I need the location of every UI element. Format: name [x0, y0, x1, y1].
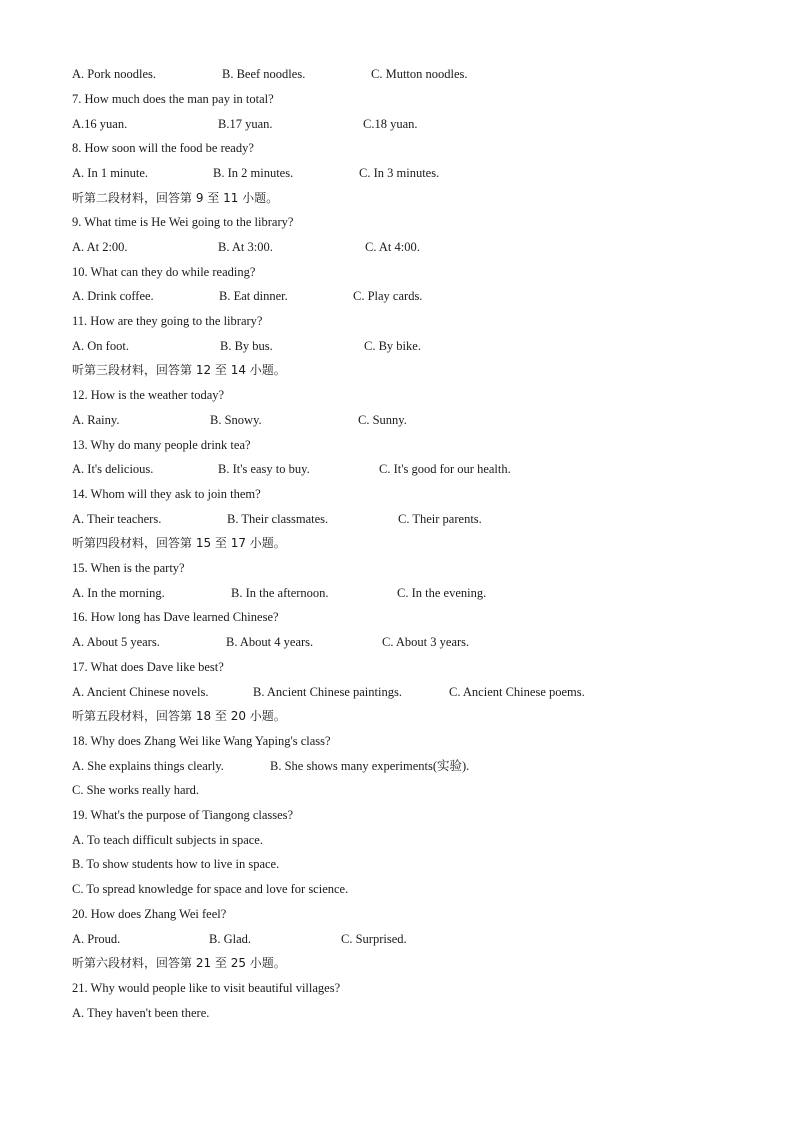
option-b: B. Their classmates.: [227, 512, 329, 526]
question-18: 18. Why does Zhang Wei like Wang Yaping's class?: [72, 734, 331, 748]
option-b: B. Eat dinner.: [219, 289, 288, 303]
option-a: A. She explains things clearly.: [72, 759, 224, 773]
section-heading: 听第五段材料，回答第 18 至 20 小题。: [72, 709, 286, 723]
section-heading: 听第三段材料，回答第 12 至 14 小题。: [72, 363, 286, 377]
option-c: C. Sunny.: [358, 413, 407, 427]
option-a: A. Drink coffee.: [72, 289, 154, 303]
option-b: B. Glad.: [209, 932, 252, 946]
option-a: A. At 2:00.: [72, 240, 128, 254]
option-c: C. About 3 years.: [382, 635, 470, 649]
question-11: 11. How are they going to the library?: [72, 314, 263, 328]
question-7: 7. How much does the man pay in total?: [72, 92, 274, 106]
option-a: A. In 1 minute.: [72, 166, 149, 180]
option-c: C. Surprised.: [341, 932, 407, 946]
option-a-line: A. They haven't been there.: [72, 1006, 210, 1020]
option-b: B. It's easy to buy.: [218, 462, 310, 476]
option-a: A. Proud.: [72, 932, 121, 946]
option-a: A. In the morning.: [72, 586, 165, 600]
option-c: C. It's good for our health.: [379, 462, 511, 476]
question-20: 20. How does Zhang Wei feel?: [72, 907, 227, 921]
section-heading: 听第四段材料，回答第 15 至 17 小题。: [72, 536, 286, 550]
option-a: A. Their teachers.: [72, 512, 162, 526]
option-c: C. Ancient Chinese poems.: [449, 685, 585, 699]
option-c: C. Mutton noodles.: [371, 67, 468, 81]
option-a-line: A. To teach difficult subjects in space.: [72, 833, 263, 847]
option-b: B. By bus.: [220, 339, 273, 353]
option-a: A. Pork noodles.: [72, 67, 157, 81]
option-c: C. Their parents.: [398, 512, 482, 526]
question-13: 13. Why do many people drink tea?: [72, 438, 251, 452]
question-8: 8. How soon will the food be ready?: [72, 141, 254, 155]
option-a: A. It's delicious.: [72, 462, 154, 476]
option-c: C. Play cards.: [353, 289, 423, 303]
option-b: B. Beef noodles.: [222, 67, 306, 81]
question-19: 19. What's the purpose of Tiangong classes?: [72, 808, 294, 822]
question-21: 21. Why would people like to visit beautiful villages?: [72, 981, 341, 995]
option-c: C. At 4:00.: [365, 240, 420, 254]
option-b: B. In 2 minutes.: [213, 166, 294, 180]
option-c-line: C. To spread knowledge for space and love for science.: [72, 882, 349, 896]
option-b: B.17 yuan.: [218, 117, 273, 131]
option-b: B. She shows many experiments(实验).: [270, 759, 470, 773]
option-a: A.16 yuan.: [72, 117, 128, 131]
section-heading: 听第二段材料，回答第 9 至 11 小题。: [72, 191, 279, 205]
option-b: B. Snowy.: [210, 413, 262, 427]
option-c: C.18 yuan.: [363, 117, 418, 131]
option-c: C. By bike.: [364, 339, 421, 353]
option-c-line: C. She works really hard.: [72, 783, 200, 797]
question-12: 12. How is the weather today?: [72, 388, 225, 402]
option-b: B. Ancient Chinese paintings.: [253, 685, 402, 699]
question-10: 10. What can they do while reading?: [72, 265, 256, 279]
question-14: 14. Whom will they ask to join them?: [72, 487, 261, 501]
option-a: A. Ancient Chinese novels.: [72, 685, 209, 699]
question-17: 17. What does Dave like best?: [72, 660, 224, 674]
question-16: 16. How long has Dave learned Chinese?: [72, 610, 279, 624]
option-b-line: B. To show students how to live in space.: [72, 857, 280, 871]
section-heading: 听第六段材料，回答第 21 至 25 小题。: [72, 956, 286, 970]
option-b: B. About 4 years.: [226, 635, 314, 649]
option-c: C. In the evening.: [397, 586, 487, 600]
option-b: B. At 3:00.: [218, 240, 273, 254]
option-a: A. Rainy.: [72, 413, 120, 427]
option-a: A. About 5 years.: [72, 635, 160, 649]
option-a: A. On foot.: [72, 339, 129, 353]
question-9: 9. What time is He Wei going to the library?: [72, 215, 294, 229]
option-b: B. In the afternoon.: [231, 586, 329, 600]
option-c: C. In 3 minutes.: [359, 166, 440, 180]
question-15: 15. When is the party?: [72, 561, 185, 575]
